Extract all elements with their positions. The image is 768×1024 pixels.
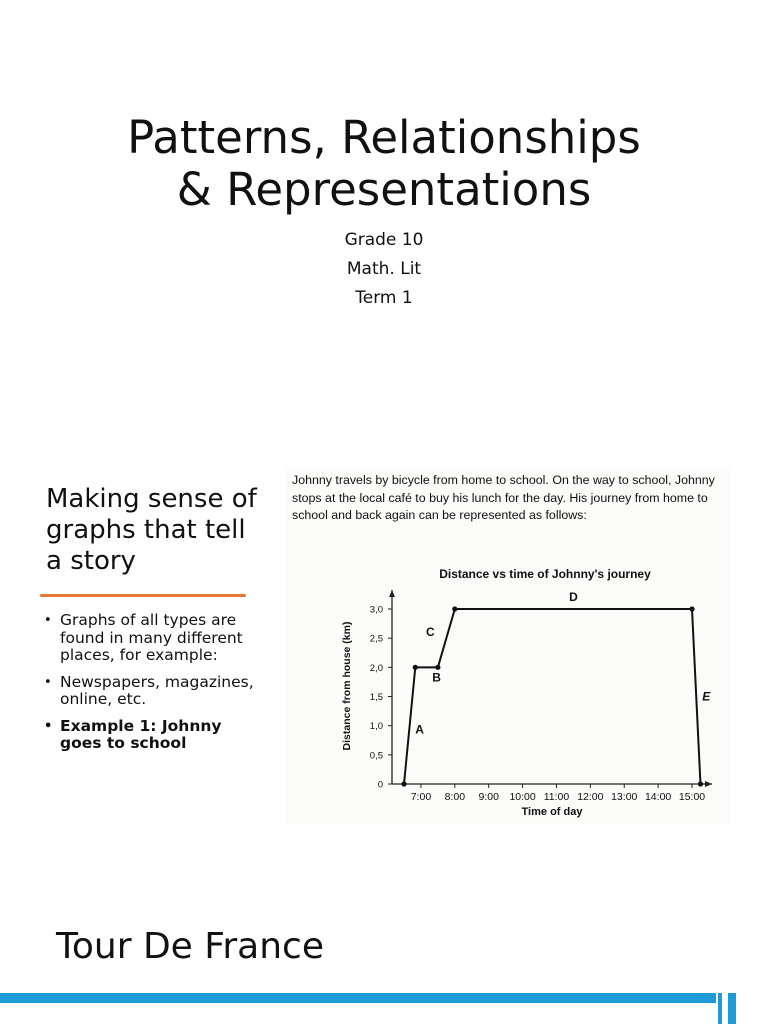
slide-title-line1: Patterns, Relationships bbox=[127, 111, 641, 164]
segment-label: B bbox=[432, 670, 441, 685]
y-axis-arrow bbox=[389, 590, 395, 597]
chart-title: Distance vs time of Johnny's journey bbox=[439, 567, 651, 581]
data-point bbox=[435, 665, 440, 670]
x-tick-label: 9:00 bbox=[478, 791, 499, 803]
footer-bar-accent bbox=[728, 993, 736, 1024]
data-point bbox=[452, 606, 457, 611]
slide-title-line2: & Representations bbox=[176, 163, 592, 216]
x-tick-label: 15:00 bbox=[678, 791, 706, 803]
segment-label: A bbox=[415, 722, 424, 737]
x-tick-label: 10:00 bbox=[509, 791, 536, 803]
tour-title: Tour De France bbox=[56, 926, 324, 967]
bullet-item: • Graphs of all types are found in many different places, for example: bbox=[44, 612, 259, 665]
chart-segment-labels bbox=[415, 590, 711, 737]
footer-bar-accent bbox=[718, 993, 722, 1024]
segment-label: D bbox=[569, 590, 578, 604]
chart-series bbox=[401, 606, 703, 786]
bullet-item: • Newspapers, magazines, online, etc. bbox=[44, 674, 259, 709]
y-tick-label: 1,5 bbox=[369, 692, 383, 703]
x-tick-label: 13:00 bbox=[611, 791, 638, 803]
x-axis-label: Time of day bbox=[521, 806, 583, 818]
data-point bbox=[401, 781, 406, 786]
x-tick-label: 12:00 bbox=[577, 791, 604, 803]
data-point bbox=[689, 606, 694, 611]
term-label: Term 1 bbox=[355, 288, 413, 308]
chart-ticks bbox=[370, 605, 706, 804]
y-tick-label: 0 bbox=[377, 779, 383, 791]
data-point bbox=[698, 781, 703, 786]
scan-paragraph: Johnny travels by bicycle from home to school. On the way to school, Johnny stops at the local café to buy his lunch for the day. His journey from home to school and back again can be represented as follows: bbox=[292, 473, 715, 522]
segment-label: C bbox=[426, 625, 435, 640]
y-axis-label: Distance from house (km) bbox=[341, 621, 353, 751]
x-tick-label: 7:00 bbox=[410, 791, 432, 803]
x-tick-label: 8:00 bbox=[444, 791, 466, 803]
data-point bbox=[413, 665, 418, 670]
section-heading: Making sense of graphs that tell a story bbox=[46, 484, 257, 576]
y-tick-label: 0,5 bbox=[369, 750, 383, 762]
bullet-item: • Example 1: Johnny goes to school bbox=[44, 718, 259, 753]
grade-label: Grade 10 bbox=[344, 230, 424, 250]
y-tick-label: 2,0 bbox=[369, 662, 383, 674]
segment-label: E bbox=[702, 689, 711, 704]
footer-bar bbox=[0, 993, 716, 1003]
x-axis-arrow bbox=[705, 781, 712, 787]
y-tick-label: 2,5 bbox=[369, 633, 383, 645]
chart-axes bbox=[389, 590, 712, 787]
y-tick-label: 1,0 bbox=[369, 721, 383, 733]
y-tick-label: 3,0 bbox=[369, 604, 383, 616]
subject-label: Math. Lit bbox=[346, 259, 422, 279]
x-tick-label: 11:00 bbox=[543, 791, 570, 803]
journey-line bbox=[404, 609, 700, 784]
x-tick-label: 14:00 bbox=[644, 791, 672, 803]
